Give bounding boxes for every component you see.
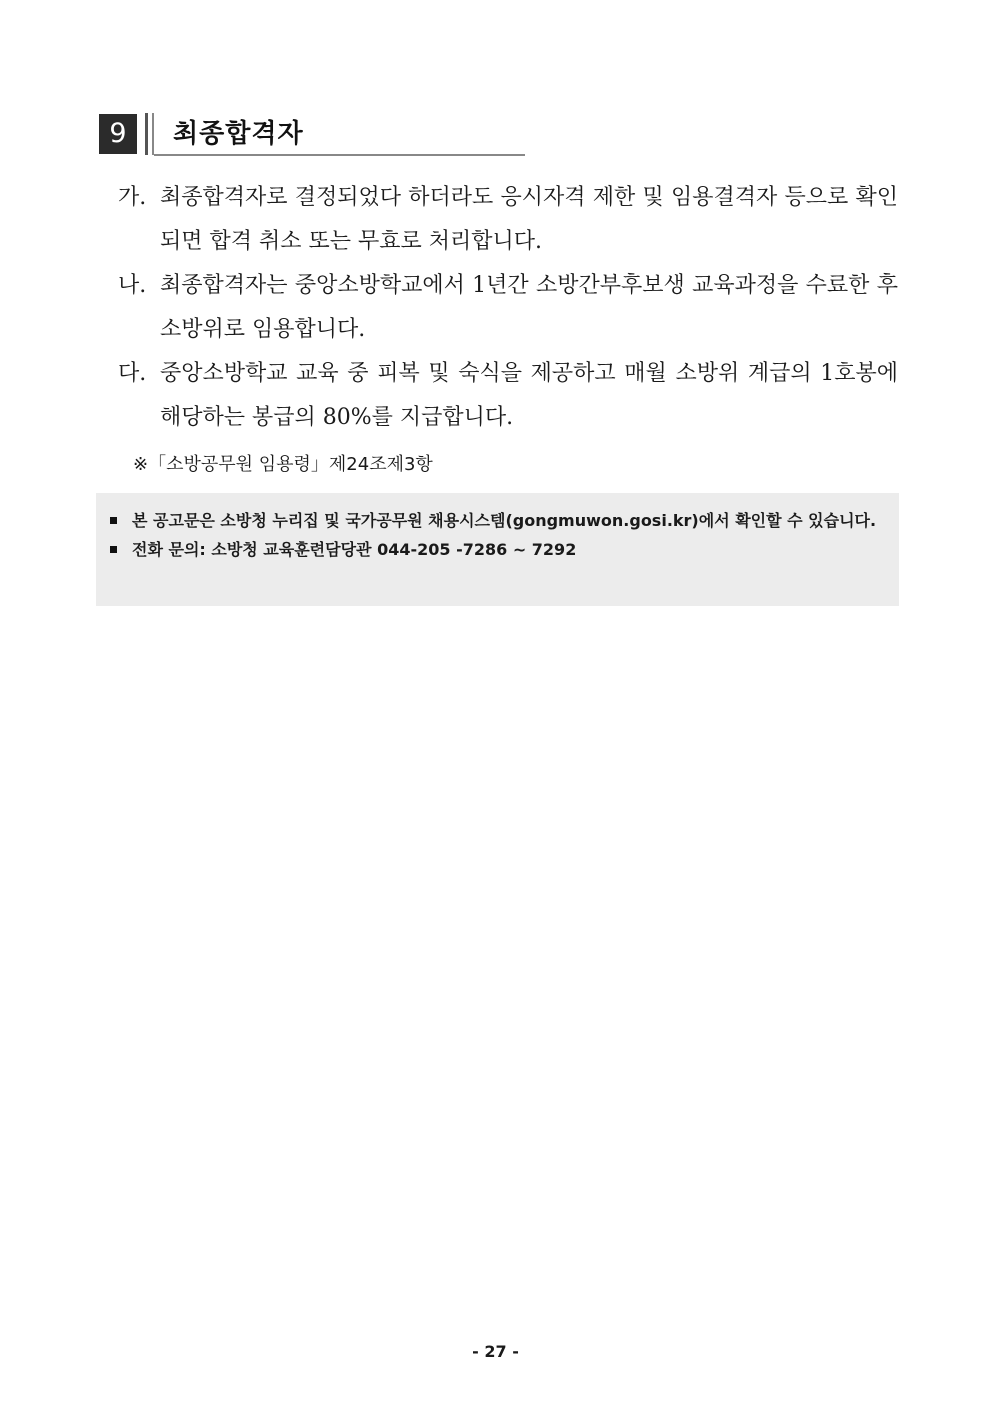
square-bullet-icon	[108, 506, 132, 535]
list-item	[118, 264, 898, 352]
info-item	[108, 506, 887, 535]
item-text: 최종합격자는 중앙소방학교에서 1년간 소방간부후보생 교육과정을 수료한 후 소방위로 임용합니다.	[160, 273, 898, 342]
item-marker: 가.	[118, 185, 147, 210]
legal-reference-note: ※「소방공무원 임용령」제24조제3항	[133, 454, 433, 475]
section-number: 9	[99, 114, 137, 154]
item-text: 최종합격자로 결정되었다 하더라도 응시자격 제한 및 임용결격자 등으로 확인되면 합격 취소 또는 무효로 처리합니다.	[160, 185, 898, 254]
info-box	[96, 493, 899, 606]
header-divider-bar	[152, 113, 154, 155]
item-marker: 나.	[118, 273, 147, 298]
item-list	[118, 176, 898, 440]
info-text: 전화 문의: 소방청 교육훈련담당관 044-205 -7286 ~ 7292	[132, 540, 577, 559]
square-bullet-icon	[108, 535, 132, 564]
section-title: 최종합격자	[173, 119, 304, 149]
section-header	[99, 113, 525, 157]
page-number: - 27 -	[472, 1342, 519, 1361]
item-marker: 다.	[118, 361, 147, 386]
list-item	[118, 176, 898, 264]
info-item	[108, 535, 887, 564]
header-underline	[154, 154, 525, 156]
item-text: 중앙소방학교 교육 중 피복 및 숙식을 제공하고 매월 소방위 계급의 1호봉에 해당하는 봉급의 80%를 지급합니다.	[160, 361, 898, 430]
info-text: 본 공고문은 소방청 누리집 및 국가공무원 채용시스템(gongmuwon.gosi.kr)에서 확인할 수 있습니다.	[132, 511, 877, 530]
list-item	[118, 352, 898, 440]
header-divider-bar	[145, 113, 148, 155]
